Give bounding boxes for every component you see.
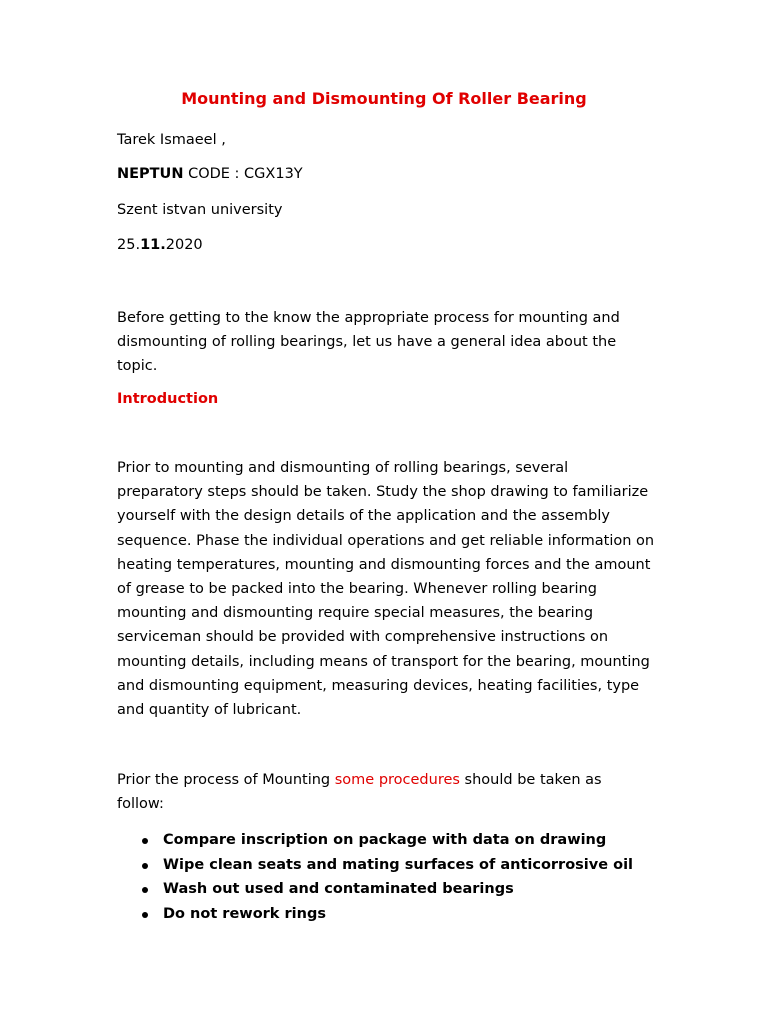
procedure-prefix: Prior the process of Mounting	[117, 772, 335, 788]
neptun-value: CODE : CGX13Y	[183, 166, 303, 182]
neptun-label: NEPTUN	[117, 166, 184, 182]
list-item-text: Compare inscription on package with data on drawing	[163, 832, 607, 848]
body-paragraph: Prior to mounting and dismounting of rolling bearings, several preparatory steps should be taken. Study the shop drawing to familiarize yourself with the design details of the application and the assembly sequence. Phase the individual operations and get reliable information on heating temperatures, mounting and dismounting forces and the amount of grease to be packed into the bearing. Whenever rolling bearing mounting and dismounting require special measures, the bearing serviceman should be provided with comprehensive instructions on mounting details, including means of transport for the bearing, mounting and dismounting equipment, measuring devices, heating facilities, type and quantity of lubricant.	[117, 460, 655, 719]
document-date	[117, 233, 203, 257]
author-name: Tarek Ismaeel ,	[117, 132, 226, 148]
procedure-paragraph	[117, 768, 637, 816]
university-name: Szent istvan university	[117, 202, 283, 218]
list-item-text: Do not rework rings	[163, 905, 326, 922]
date-day: 25.	[117, 237, 141, 253]
list-item-text: Wipe clean seats and mating surfaces of anticorrosive oil	[163, 856, 634, 873]
list-item	[117, 853, 633, 878]
bullet-icon	[142, 912, 148, 918]
list-item	[117, 902, 633, 927]
list-item	[117, 877, 633, 902]
introduction-heading: Introduction	[117, 391, 219, 407]
document-title: Mounting and Dismounting Of Roller Bearing	[181, 89, 587, 108]
neptun-code	[117, 162, 303, 186]
procedure-suffix: should be taken as follow:	[117, 772, 602, 813]
bullet-icon	[142, 887, 148, 893]
list-item	[117, 828, 633, 853]
procedure-list	[117, 828, 633, 926]
date-year: 2020	[165, 237, 203, 253]
list-item-text: Wash out used and contaminated bearings	[163, 881, 514, 897]
intro-paragraph: Before getting to the know the appropriate process for mounting and dismounting of rolling bearings, let us have a general idea about the topic.	[117, 310, 620, 375]
procedure-highlight: some procedures	[334, 772, 460, 788]
date-month: 11.	[140, 237, 166, 253]
bullet-icon	[142, 838, 148, 844]
bullet-icon	[142, 863, 148, 869]
